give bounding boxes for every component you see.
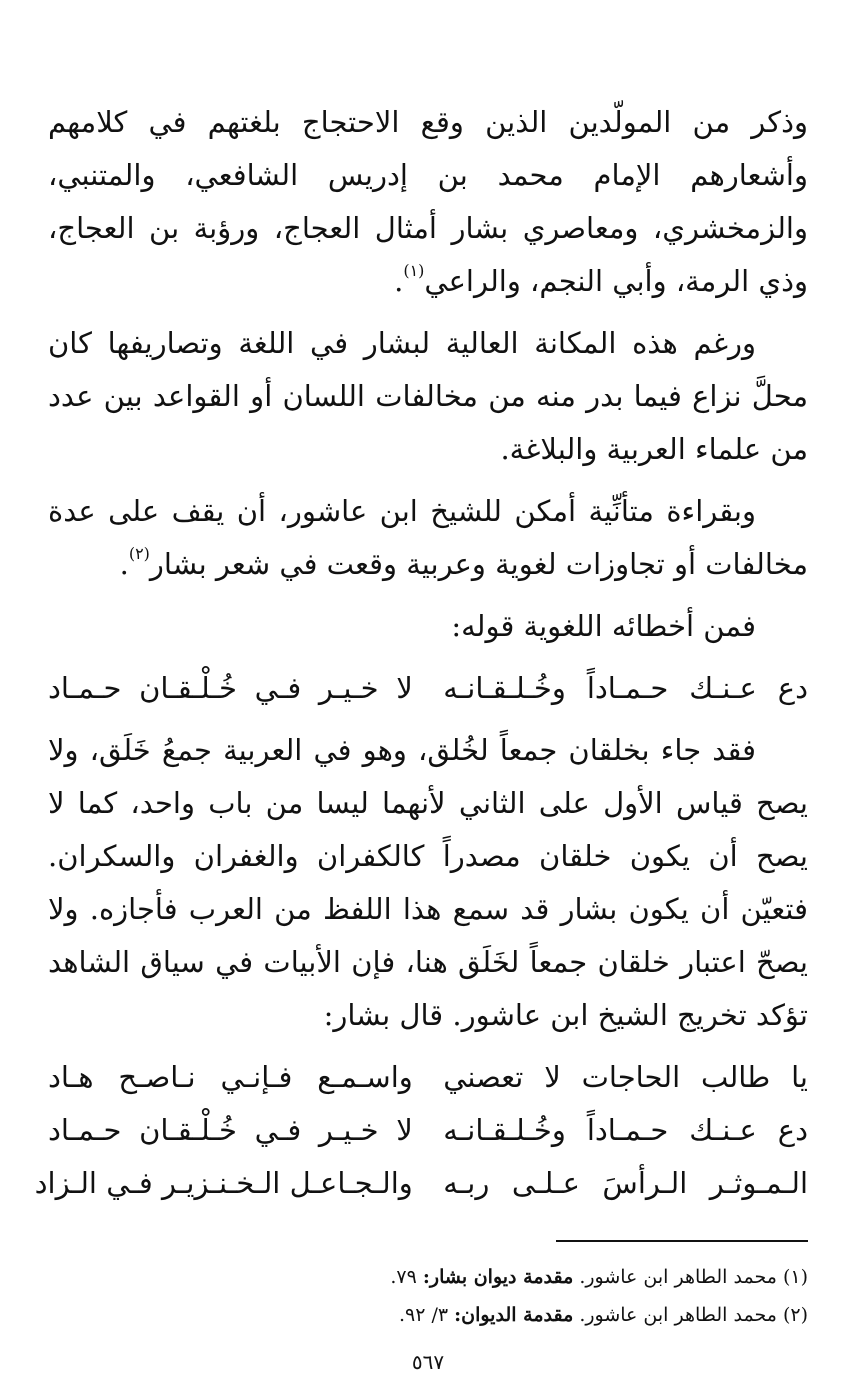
footnote-title: مقدمة الديوان: xyxy=(454,1304,574,1326)
verse-second-hemistich: لا خـيـر فـي خُـلْـقـان حـمـاد xyxy=(48,1113,413,1147)
verse-line xyxy=(48,1051,808,1104)
footnote-separator xyxy=(556,1240,808,1242)
paragraph-intro-errors: فمن أخطائه اللغوية قوله: xyxy=(451,609,756,643)
paragraph-dispute: ورغم هذه المكانة العالية لبشار في اللغة وتصاريفها كان محلَّ نزاع فيما بدر منه من مخالفات اللسان أو القواعد بين عدد من علماء العربية والبلاغة. xyxy=(48,326,808,466)
footnote-ref-1: (١) xyxy=(403,261,425,280)
verse-line xyxy=(48,662,808,715)
page-number: ٥٦٧ xyxy=(411,1350,445,1374)
verse-second-hemistich: لا خـيـر فـي خُـلْـقـان حـمـاد xyxy=(48,671,413,705)
footnote-1 xyxy=(48,1258,808,1296)
footnote-page: ٣/ ٩٢. xyxy=(398,1304,449,1326)
paragraph-text: وذكر من المولّدين الذين وقع الاحتجاج بلغتهم في كلامهم وأشعارهم الإمام محمد بن إدريس الشافعي، والمتنبي، والزمخشري، ومعاصري بشار أمثال العجاج، ورؤبة بن العجاج، وذي الرمة، وأبي النجم، والراعي xyxy=(48,105,808,298)
verse-first-hemistich: دع عـنـك حـمـاداً وخُـلـقـانـه xyxy=(443,671,808,705)
footnote-number: (١) xyxy=(782,1266,808,1288)
paragraph-text: وبقراءة متأنِّية أمكن للشيخ ابن عاشور، أن يقف على عدة مخالفات أو تجاوزات لغوية وعربية وقعت في شعر بشار xyxy=(48,494,808,581)
footnote-author: محمد الطاهر ابن عاشور. xyxy=(579,1304,777,1326)
verse-first-hemistich: الـمـوثـر الـرأسَ عـلـى ربـه xyxy=(443,1166,808,1200)
verse-quote xyxy=(48,662,808,715)
verse-second-hemistich: والـجـاعـل الـخـنـزيـر فـي الـزاد xyxy=(34,1166,413,1200)
verse-line xyxy=(48,1104,808,1157)
footnote-title: مقدمة ديوان بشار: xyxy=(422,1266,574,1288)
sentence-end: . xyxy=(394,264,404,298)
footnote-number: (٢) xyxy=(782,1304,808,1326)
footnote-ref-2: (٢) xyxy=(128,544,150,563)
sentence-end: . xyxy=(119,547,129,581)
verse-line xyxy=(34,1157,808,1210)
verse-second-hemistich: واسـمـع فـإنـي نـاصـح هـاد xyxy=(48,1060,413,1094)
poem-block xyxy=(34,1051,808,1210)
footnote-2 xyxy=(48,1296,808,1334)
footnote-page: ٧٩. xyxy=(390,1266,417,1288)
footnote-author: محمد الطاهر ابن عاشور. xyxy=(579,1266,777,1288)
verse-first-hemistich: يا طالب الحاجات لا تعصني xyxy=(443,1060,808,1094)
paragraph-muwalladun xyxy=(48,96,808,308)
verse-first-hemistich: دع عـنـك حـمـاداً وخُـلـقـانـه xyxy=(443,1113,808,1147)
paragraph-khulqan: فقد جاء بخلقان جمعاً لخُلق، وهو في العربية جمعُ خَلَق، ولا يصح قياس الأول على الثاني لأنهما ليسا من باب واحد، كما لا يصح أن يكون خلقان مصدراً كالكفران والغفران والسكران. فتعيّن أن يكون بشار قد سمع هذا اللفظ من العرب فأجازه. ولا يصحّ اعتبار خلقان جمعاً لخَلَق هنا، فإن الأبيات في سياق الشاهد تؤكد تخريج الشيخ ابن عاشور. قال بشار: xyxy=(48,733,808,1032)
paragraph-ibn-ashur xyxy=(48,485,808,591)
